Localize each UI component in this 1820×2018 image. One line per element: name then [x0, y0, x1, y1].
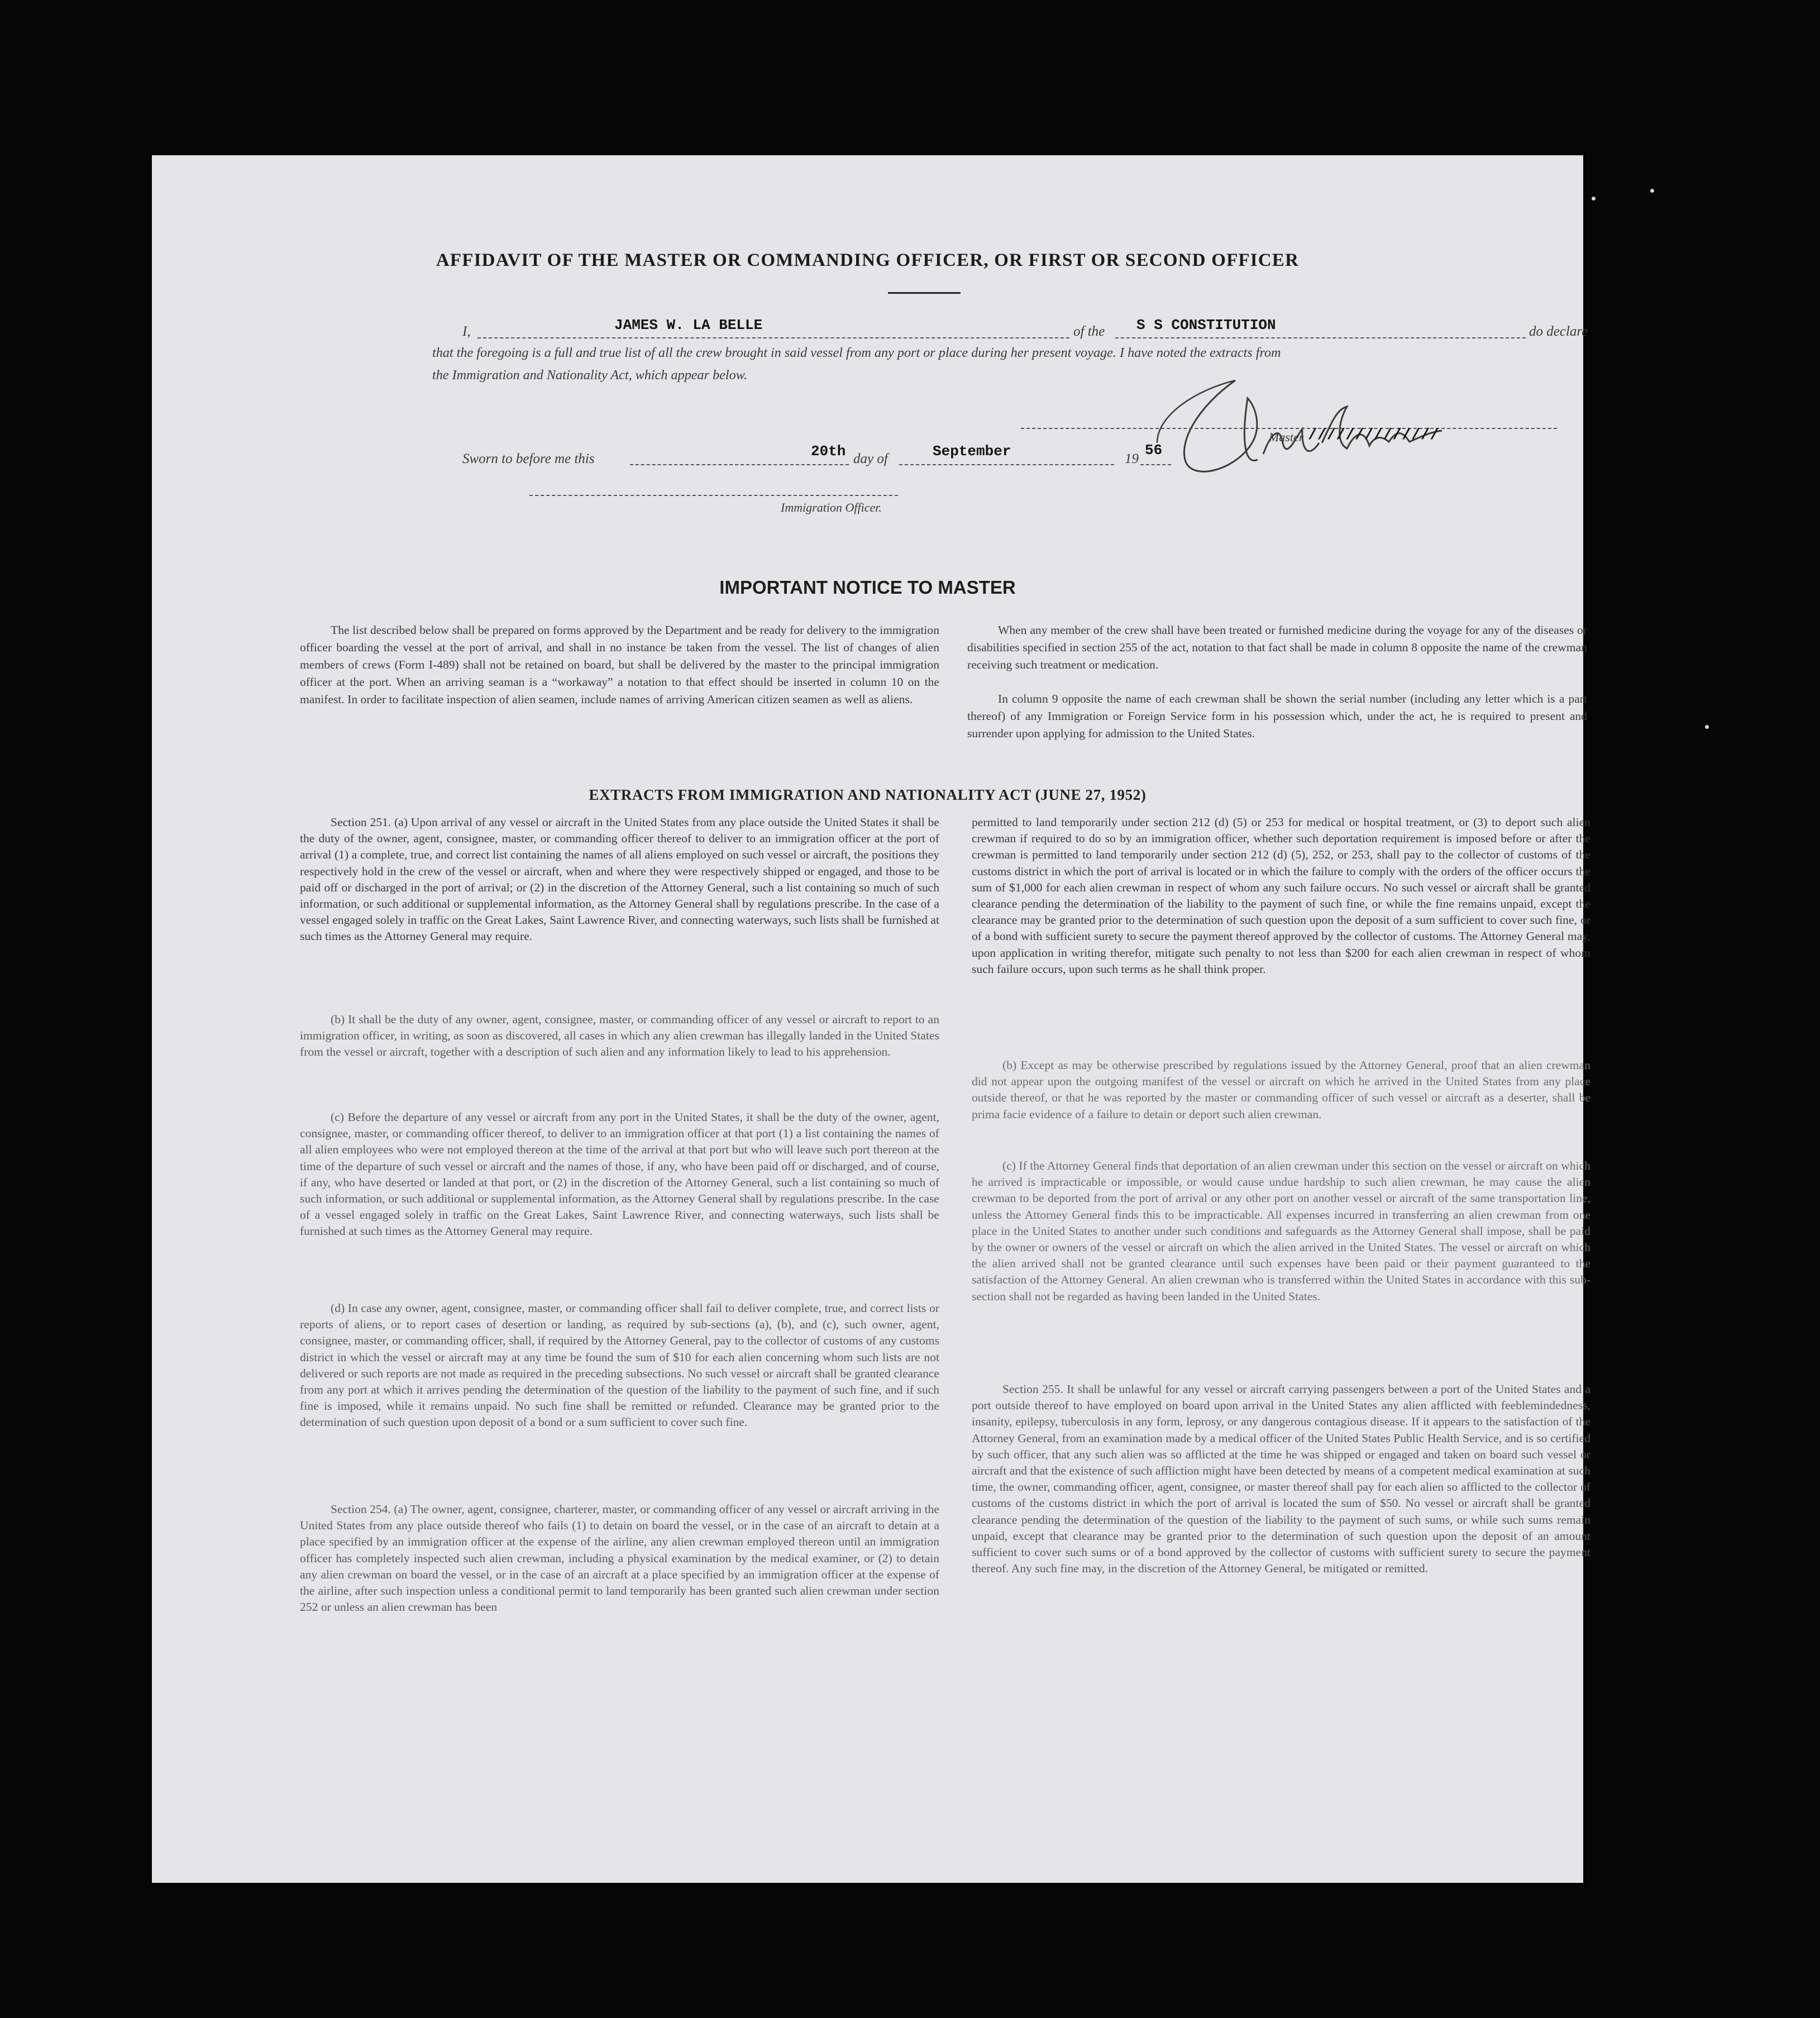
do-declare-label: do declare: [1529, 324, 1588, 339]
section-251a: Section 251. (a) Upon arrival of any vessel or aircraft in the United States from any place outside the United States it shall be the duty of the owner, agent, consignee, master, or commanding officer thereof to deliver to an immigration officer at the port of arrival (1) a complete, true, and correct list containing the names of all aliens employed on such vessel or aircraft, the positions they respectively hold in the crew of the vessel or aircraft, when and where they were respectively shipped or engaged, and those to be paid off or discharged in the port of arrival; or (2) in the discretion of the Attorney General, such a list containing so much of such information, or such additional or supplemental information, as the Attorney General shall by regulations prescribe. In the case of a vessel engaged solely in traffic on the Great Lakes, Saint Lawrence River, and connecting waterways, such lists shall be furnished at such times as the Attorney General may require.: [300, 815, 939, 943]
i-label: I,: [462, 324, 471, 339]
year-suffix-value: 56: [1145, 442, 1163, 459]
master-name-value: JAMES W. LA BELLE: [614, 317, 763, 333]
notice-right-paragraph-2: In column 9 opposite the name of each crewman shall be shown the serial number (including any letter which is a part thereof) of any Immigration or Foreign Service form in his possession which, under the act, he is required to present and surrender upon applying for admission to the United States.: [967, 692, 1587, 740]
notice-right-paragraph-1: When any member of the crew shall have been treated or furnished medicine during the voyage for any of the diseases or disabilities specified in section 255 of the act, notation to that fact shall be made in column 8 opposite the name of the crewman receiving such treatment or medication.: [967, 623, 1587, 671]
master-strikeout: //////////////: [1308, 427, 1440, 444]
vessel-blank-line: [1115, 337, 1526, 338]
sworn-day-value: 20th: [811, 443, 846, 460]
immigration-officer-line: [529, 495, 898, 496]
dust-speck: [1705, 725, 1709, 729]
section-254c: (c) If the Attorney General finds that deportation of an alien crewman under this section on the vessel or aircraft on which he arrived is impracticable or impossible, or would cause undue hardship to such alien crewman, he may cause the alien crewman to be deported from the port of arrival or any other port on another vessel or aircraft of the same transportation line, unless the Attorney General finds this to be impracticable. All expenses incurred in transferring an alien crewman from one place in the United States to another under such conditions and safeguards as the Attorney General shall impose, shall be paid by the owner or owners of the vessel or aircraft on which the alien arrived in the United States. The vessel or aircraft on which the alien arrived shall not be granted clearance until such expenses have been paid or their payment guaranteed to the satisfaction of the Attorney General. An alien crewman who is transferred within the United States in accordance with this sub-section shall not be regarded as having been landed in the United States.: [972, 1159, 1590, 1303]
section-251c: (c) Before the departure of any vessel or aircraft from any port in the United States, it shall be the duty of the owner, agent, consignee, master, or commanding officer thereof, to deliver to an immigration officer at that port (1) a list containing the names of all alien employees who were not employed thereon at the time of the arrival at that port but who will leave such port thereon at the time of the departure of such vessel or aircraft and the names of those, if any, who have been paid off or discharged, and of course, if any, who have deserted or landed at that port, or (2) in the discretion of the Attorney General, such a list containing so much of such information, or such additional or supplemental information, as the Attorney General shall by regulations prescribe. In the case of a vessel engaged solely in traffic on the Great Lakes, Saint Lawrence River, and connecting waterways, such lists shall be furnished at such times as the Attorney General may require.: [300, 1110, 939, 1238]
notice-left-paragraph: The list described below shall be prepared on forms approved by the Department and be ready for delivery to the immigration officer boarding the vessel at the port of arrival, and shall in no instance be taken from the vessel. The list of changes of alien members of crews (Form I-489) shall not be retained on board, but shall be delivered by the master to the principal immigration officer at the port. When an arriving seaman is a “workaway” a notation to that effect should be inserted in column 10 on the manifest. In order to facilitate inspection of alien seamen, include names of arriving American citizen seamen as well as aliens.: [300, 623, 939, 706]
title-rule: [888, 292, 961, 294]
dust-speck: [1650, 189, 1654, 193]
vessel-name-value: S S CONSTITUTION: [1136, 317, 1276, 333]
affidavit-statement-line2: the Immigration and Nationality Act, which appear below.: [432, 368, 748, 383]
section-251d: (d) In case any owner, agent, consignee, master, or commanding officer shall fail to deliver complete, true, and correct lists or reports of aliens, or to report cases of desertion or landing, as required by sub-sections (a), (b), and (c), such owner, agent, consignee, master, or commanding officer, shall, if required by the Attorney General, pay to the collector of customs of any customs district in which the vessel or aircraft may at any time be found the sum of $10 for each alien concerning whom such lists are not delivered or such reports are not made as required in the preceding subsections. No such vessel or aircraft shall be granted clearance from any port at which it arrives pending the determination of the question of the liability to the payment of such fine, and if such fine is imposed, while it remains unpaid. No such fine shall be remitted or refunded. Clearance may be granted prior to the determination of such question upon deposit of a bond or a sum sufficient to cover such fine.: [300, 1301, 939, 1429]
master-label: Master: [1269, 430, 1304, 444]
sworn-month-value: September: [933, 443, 1011, 460]
sworn-month-blank: [899, 464, 1114, 465]
day-of-label: day of: [853, 451, 888, 466]
of-the-label: of the: [1073, 324, 1105, 339]
affidavit-statement-line1: that the foregoing is a full and true list of all the crew brought in said vessel from any port or place during her present voyage. I have noted the extracts from: [432, 345, 1281, 360]
sworn-label: Sworn to before me this: [462, 451, 595, 466]
section-251b: (b) It shall be the duty of any owner, agent, consignee, master, or commanding officer of any vessel or aircraft to report to an immigration officer, in writing, as soon as discovered, all cases in which any alien crewman has illegally landed in the United States from the vessel or aircraft, together with a description of such alien and any information likely to lead to his apprehension.: [300, 1013, 939, 1059]
section-254a-continued: permitted to land temporarily under section 212 (d) (5) or 253 for medical or hospital treatment, or (3) to deport such alien crewman if required to do so by an immigration officer, whether such deportation requirement is imposed before or after the crewman is permitted to land temporarily under section 212 (d) (5), 252, or 253, shall pay to the collector of customs of the customs district in which the port of arrival is located or in which the failure to comply with the orders of the officer occurs the sum of $1,000 for each alien crewman in respect of whom any such failure occurs. No such vessel or aircraft shall be granted clearance pending the determination of the liability to the payment of such fine, or while the fine remains unpaid, except the clearance may be granted prior to the determination of such question upon the deposit of a sum sufficient to cover such fine, or of a bond with sufficient surety to secure the payment thereof approved by the collector of customs. The Attorney General may, upon application in writing therefor, mitigate such penalty to not less than $200 for each alien crewman in respect of whom such failure occurs, upon such terms as he shall think proper.: [972, 815, 1590, 976]
section-254a: Section 254. (a) The owner, agent, consignee, charterer, master, or commanding officer of any vessel or aircraft arriving in the United States from any place outside thereof who fails (1) to detain on board the vessel, or in the case of an aircraft to detain at a place specified by an immigration officer at the expense of the airline, any alien crewman employed thereon until an immigration officer has completely inspected such alien crewman, including a physical examination by the medical examiner, or (2) to detain any alien crewman on board the vessel, or in the case of an aircraft at a place specified by an immigration officer at the expense of the airline, after such inspection unless a conditional permit to land temporarily has been granted such alien crewman under section 252 or unless an alien crewman has been: [300, 1502, 939, 1614]
affidavit-title: AFFIDAVIT OF THE MASTER OR COMMANDING OFFICER, OR FIRST OR SECOND OFFICER: [436, 250, 1300, 270]
immigration-officer-label: Immigration Officer.: [781, 500, 882, 514]
document-page: [152, 155, 1590, 1883]
signature-line: [1021, 428, 1557, 429]
section-255: Section 255. It shall be unlawful for any vessel or aircraft carrying passengers between a port of the United States and a port outside thereof to have employed on board upon arrival in the United States any alien afflicted with feeblemindedness, insanity, epilepsy, tuberculosis in any form, leprosy, or any dangerous contagious disease. If it appears to the satisfaction of the Attorney General, from an examination made by a medical officer of the United States Public Health Service, and is so certified by such officer, that any such alien was so afflicted at the time he was shipped or engaged and taken on board such vessel or aircraft and that the existence of such affliction might have been detected by means of a competent medical examination at such time, the owner, commanding officer, agent, consignee, or master thereof shall pay for each alien so afflicted to the collector of customs of the customs district in which the port of arrival is located the sum of $50. No vessel or aircraft shall be granted clearance pending the determination of the question of the liability to the payment of such sums, or while such sums remain unpaid, except that clearance may be granted prior to the determination of such question upon the deposit of an amount sufficient to cover such sums or of a bond approved by the collector of customs with sufficient surety to secure the payment thereof. Any such fine may, in the discretion of the Attorney General, be mitigated or remitted.: [972, 1382, 1590, 1576]
notice-heading: IMPORTANT NOTICE TO MASTER: [719, 577, 1016, 598]
section-254b: (b) Except as may be otherwise prescribed by regulations issued by the Attorney General, proof that an alien crewman did not appear upon the outgoing manifest of the vessel or aircraft on which he arrived in the United States from any place outside thereof, or that he was reported by the master or commanding officer of such vessel or aircraft as a deserter, shall be prima facie evidence of a failure to detain or deport such alien crewman.: [972, 1058, 1590, 1121]
sworn-day-blank: [630, 464, 849, 465]
year-blank: [1140, 464, 1171, 465]
name-blank-line: [477, 337, 1069, 338]
year-prefix: 19: [1125, 451, 1139, 466]
dust-speck: [1592, 197, 1596, 201]
extracts-heading: EXTRACTS FROM IMMIGRATION AND NATIONALITY ACT (JUNE 27, 1952): [589, 786, 1147, 803]
